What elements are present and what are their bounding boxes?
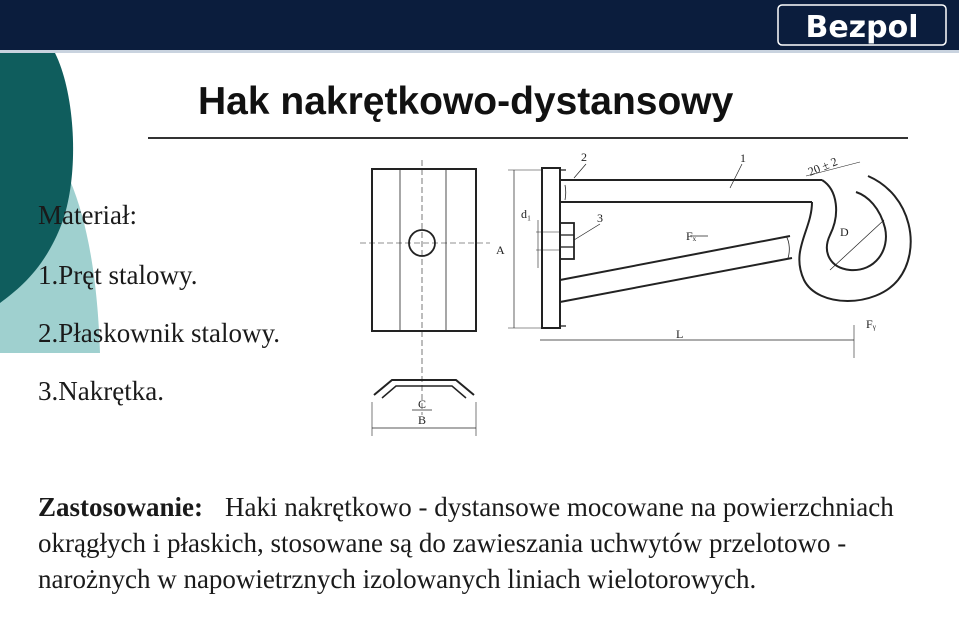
label-part-3: 3: [597, 211, 603, 225]
label-part-1: 1: [740, 151, 746, 165]
label-force-fy: Fᵧ: [866, 317, 876, 331]
label-force-fx: Fₓ: [686, 229, 697, 243]
slide-title: Hak nakrętkowo-dystansowy: [198, 80, 734, 123]
header-bar: [0, 0, 959, 50]
title-underline: [148, 137, 908, 139]
usage-paragraph: [38, 489, 938, 597]
material-item-3: 3.Nakrętka.: [38, 376, 164, 406]
label-dim-d1: d₁: [521, 207, 532, 221]
hook-technical-drawing: [360, 140, 940, 440]
header-divider: [0, 50, 959, 53]
label-dim-b: B: [418, 413, 427, 427]
label-dim-l: L: [676, 327, 684, 341]
material-item-2: 2.Płaskownik stalowy.: [38, 318, 280, 348]
label-dim-d: D: [840, 225, 849, 239]
label-part-2: 2: [581, 150, 587, 164]
bezpol-logo: [777, 2, 947, 48]
materials-list: [38, 198, 338, 432]
plate-front-view: [360, 160, 490, 415]
material-item-1: 1.Pręt stalowy.: [38, 260, 198, 290]
logo-text: Bezpol: [805, 10, 919, 45]
label-dim-20: 20 ± 2: [805, 154, 840, 179]
label-dim-a: A: [496, 243, 505, 257]
usage-label: Zastosowanie:: [38, 492, 204, 522]
label-dim-c: C: [418, 397, 427, 411]
usage-text: Haki nakrętkowo - dystansowe mocowane na powierzchniach okrągłych i płaskich, stosowane są do zawieszania uchwytów przelotowo - narożnych w napowietrznych izolowanych liniach wielotorowych.: [38, 492, 894, 594]
materials-heading: Materiał:: [38, 200, 137, 230]
hook-side-view: [508, 162, 911, 358]
